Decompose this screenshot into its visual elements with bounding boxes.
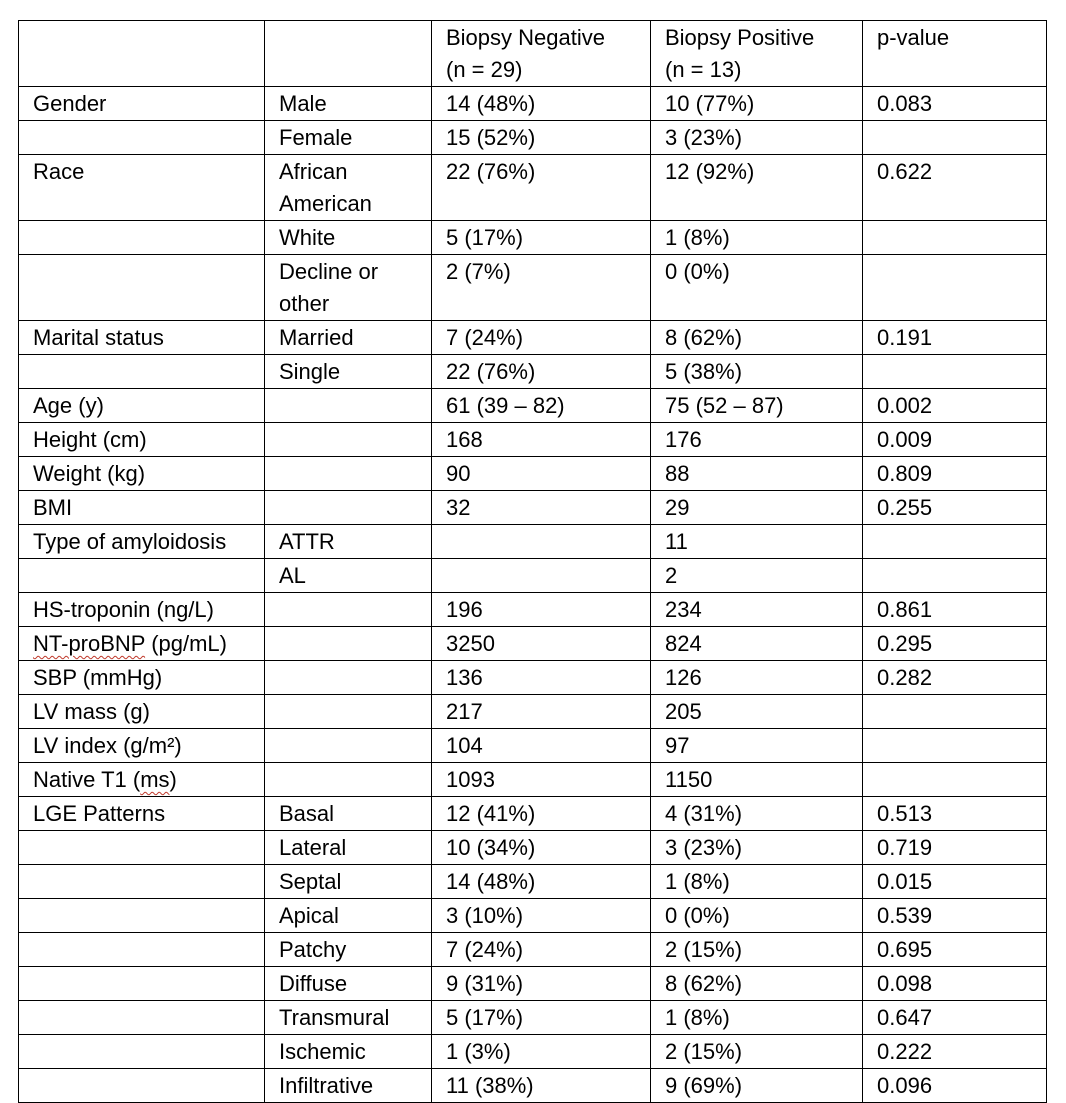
biopsy-negative-cell: 15 (52%) [432, 121, 651, 155]
subcategory-cell: Septal [265, 865, 432, 899]
category-cell: NT-proBNP (pg/mL) [19, 627, 265, 661]
biopsy-negative-cell: 3250 [432, 627, 651, 661]
category-cell: Type of amyloidosis [19, 525, 265, 559]
p-value-cell [863, 695, 1047, 729]
biopsy-negative-cell: 7 (24%) [432, 321, 651, 355]
biopsy-positive-cell: 12 (92%) [651, 155, 863, 221]
category-cell: LV index (g/m²) [19, 729, 265, 763]
category-cell: BMI [19, 491, 265, 525]
biopsy-positive-cell: 2 (15%) [651, 933, 863, 967]
p-value-cell: 0.513 [863, 797, 1047, 831]
biopsy-negative-cell: 3 (10%) [432, 899, 651, 933]
table-row [19, 221, 1047, 255]
table-body [19, 87, 1047, 1103]
table-row [19, 389, 1047, 423]
table-row [19, 763, 1047, 797]
biopsy-positive-cell: 1 (8%) [651, 1001, 863, 1035]
subcategory-cell: African American [265, 155, 432, 221]
subcategory-cell: Ischemic [265, 1035, 432, 1069]
subcategory-cell [265, 729, 432, 763]
category-cell [19, 1001, 265, 1035]
table-row [19, 661, 1047, 695]
biopsy-positive-cell: 234 [651, 593, 863, 627]
p-value-cell: 0.539 [863, 899, 1047, 933]
p-value-cell: 0.222 [863, 1035, 1047, 1069]
subcategory-cell: Infiltrative [265, 1069, 432, 1103]
table-row [19, 355, 1047, 389]
biopsy-negative-cell [432, 559, 651, 593]
category-cell: Age (y) [19, 389, 265, 423]
biopsy-negative-cell: 22 (76%) [432, 155, 651, 221]
biopsy-negative-cell: 12 (41%) [432, 797, 651, 831]
subcategory-cell [265, 491, 432, 525]
subcategory-cell [265, 389, 432, 423]
table-row [19, 593, 1047, 627]
p-value-cell [863, 729, 1047, 763]
biopsy-negative-cell: 2 (7%) [432, 255, 651, 321]
biopsy-positive-cell: 1 (8%) [651, 865, 863, 899]
biopsy-negative-cell: 14 (48%) [432, 865, 651, 899]
p-value-cell: 0.695 [863, 933, 1047, 967]
subcategory-cell [265, 763, 432, 797]
biopsy-negative-cell: 90 [432, 457, 651, 491]
table-row [19, 831, 1047, 865]
subcategory-cell [265, 627, 432, 661]
subcategory-cell [265, 593, 432, 627]
biopsy-negative-cell: 1 (3%) [432, 1035, 651, 1069]
biopsy-negative-cell: 32 [432, 491, 651, 525]
p-value-cell: 0.191 [863, 321, 1047, 355]
p-value-cell: 0.015 [863, 865, 1047, 899]
biopsy-negative-cell: 61 (39 – 82) [432, 389, 651, 423]
biopsy-positive-cell: 97 [651, 729, 863, 763]
biopsy-positive-cell: 0 (0%) [651, 899, 863, 933]
header-biopsy-positive-label: Biopsy Positive [665, 25, 815, 50]
biopsy-positive-cell: 75 (52 – 87) [651, 389, 863, 423]
biopsy-positive-cell: 176 [651, 423, 863, 457]
biopsy-negative-cell: 136 [432, 661, 651, 695]
header-biopsy-positive-n: (n = 13) [665, 57, 742, 82]
biopsy-negative-cell: 168 [432, 423, 651, 457]
category-cell [19, 899, 265, 933]
subcategory-cell [265, 423, 432, 457]
p-value-cell: 0.647 [863, 1001, 1047, 1035]
subcategory-cell: Single [265, 355, 432, 389]
p-value-cell: 0.083 [863, 87, 1047, 121]
biopsy-positive-cell: 8 (62%) [651, 321, 863, 355]
biopsy-positive-cell: 8 (62%) [651, 967, 863, 1001]
category-cell [19, 121, 265, 155]
biopsy-positive-cell: 205 [651, 695, 863, 729]
biopsy-negative-cell: 104 [432, 729, 651, 763]
biopsy-negative-cell: 11 (38%) [432, 1069, 651, 1103]
category-cell: HS-troponin (ng/L) [19, 593, 265, 627]
category-cell [19, 967, 265, 1001]
header-biopsy-negative-n: (n = 29) [446, 57, 523, 82]
category-cell: Gender [19, 87, 265, 121]
header-cell-subcategory [265, 21, 432, 87]
p-value-cell: 0.282 [863, 661, 1047, 695]
category-cell: Native T1 (ms) [19, 763, 265, 797]
p-value-cell [863, 763, 1047, 797]
table-row [19, 121, 1047, 155]
category-cell: SBP (mmHg) [19, 661, 265, 695]
category-cell: Marital status [19, 321, 265, 355]
subcategory-cell [265, 661, 432, 695]
table-row [19, 933, 1047, 967]
category-cell [19, 255, 265, 321]
table-row [19, 525, 1047, 559]
biopsy-positive-cell: 4 (31%) [651, 797, 863, 831]
category-cell [19, 865, 265, 899]
biopsy-positive-cell: 126 [651, 661, 863, 695]
category-cell [19, 221, 265, 255]
p-value-cell: 0.002 [863, 389, 1047, 423]
p-value-cell: 0.009 [863, 423, 1047, 457]
table-row [19, 155, 1047, 221]
biopsy-positive-cell: 5 (38%) [651, 355, 863, 389]
subcategory-cell: Female [265, 121, 432, 155]
category-cell: LGE Patterns [19, 797, 265, 831]
category-cell [19, 933, 265, 967]
category-cell [19, 831, 265, 865]
subcategory-cell: Patchy [265, 933, 432, 967]
spellcheck-underline: NT-proBNP [33, 631, 146, 656]
subcategory-cell: Diffuse [265, 967, 432, 1001]
characteristics-table [18, 20, 1047, 1103]
p-value-cell: 0.622 [863, 155, 1047, 221]
header-cell-category [19, 21, 265, 87]
biopsy-negative-cell: 14 (48%) [432, 87, 651, 121]
header-biopsy-negative-label: Biopsy Negative [446, 25, 605, 50]
table-row [19, 1069, 1047, 1103]
table-row [19, 559, 1047, 593]
biopsy-positive-cell: 2 [651, 559, 863, 593]
p-value-cell: 0.861 [863, 593, 1047, 627]
subcategory-cell [265, 457, 432, 491]
category-cell: Weight (kg) [19, 457, 265, 491]
subcategory-cell: Transmural [265, 1001, 432, 1035]
subcategory-cell: Apical [265, 899, 432, 933]
biopsy-positive-cell: 11 [651, 525, 863, 559]
spellcheck-underline: ms [140, 767, 170, 792]
p-value-cell: 0.255 [863, 491, 1047, 525]
p-value-cell [863, 355, 1047, 389]
table-row [19, 967, 1047, 1001]
category-cell: LV mass (g) [19, 695, 265, 729]
table-row [19, 797, 1047, 831]
category-cell [19, 1035, 265, 1069]
biopsy-negative-cell [432, 525, 651, 559]
biopsy-positive-cell: 9 (69%) [651, 1069, 863, 1103]
biopsy-negative-cell: 22 (76%) [432, 355, 651, 389]
p-value-cell: 0.096 [863, 1069, 1047, 1103]
biopsy-positive-cell: 2 (15%) [651, 1035, 863, 1069]
table-row [19, 321, 1047, 355]
subcategory-cell: Basal [265, 797, 432, 831]
biopsy-positive-cell: 1 (8%) [651, 221, 863, 255]
table-row [19, 1001, 1047, 1035]
table-row [19, 865, 1047, 899]
table-row [19, 1035, 1047, 1069]
biopsy-positive-cell: 824 [651, 627, 863, 661]
biopsy-negative-cell: 1093 [432, 763, 651, 797]
biopsy-positive-cell: 10 (77%) [651, 87, 863, 121]
biopsy-negative-cell: 7 (24%) [432, 933, 651, 967]
subcategory-cell: Male [265, 87, 432, 121]
p-value-cell [863, 121, 1047, 155]
biopsy-positive-cell: 88 [651, 457, 863, 491]
header-row [19, 21, 1047, 87]
table-row [19, 695, 1047, 729]
biopsy-negative-cell: 196 [432, 593, 651, 627]
category-cell: Race [19, 155, 265, 221]
table-row [19, 729, 1047, 763]
table-row [19, 87, 1047, 121]
table-row [19, 899, 1047, 933]
subcategory-cell: AL [265, 559, 432, 593]
p-value-cell [863, 221, 1047, 255]
biopsy-negative-cell: 5 (17%) [432, 221, 651, 255]
table-row [19, 457, 1047, 491]
biopsy-positive-cell: 3 (23%) [651, 121, 863, 155]
p-value-cell: 0.098 [863, 967, 1047, 1001]
biopsy-positive-cell: 1150 [651, 763, 863, 797]
category-cell: Height (cm) [19, 423, 265, 457]
subcategory-cell [265, 695, 432, 729]
biopsy-positive-cell: 29 [651, 491, 863, 525]
table-row [19, 255, 1047, 321]
p-value-cell: 0.809 [863, 457, 1047, 491]
biopsy-negative-cell: 217 [432, 695, 651, 729]
subcategory-cell: Lateral [265, 831, 432, 865]
p-value-cell: 0.719 [863, 831, 1047, 865]
biopsy-positive-cell: 0 (0%) [651, 255, 863, 321]
header-cell-p-value: p-value [863, 21, 1047, 87]
p-value-cell [863, 255, 1047, 321]
category-cell [19, 559, 265, 593]
p-value-cell [863, 559, 1047, 593]
table-row [19, 423, 1047, 457]
header-cell-biopsy-positive [651, 21, 863, 87]
category-cell [19, 1069, 265, 1103]
biopsy-negative-cell: 5 (17%) [432, 1001, 651, 1035]
table-row [19, 491, 1047, 525]
p-value-cell: 0.295 [863, 627, 1047, 661]
subcategory-cell: Decline or other [265, 255, 432, 321]
biopsy-negative-cell: 9 (31%) [432, 967, 651, 1001]
biopsy-negative-cell: 10 (34%) [432, 831, 651, 865]
biopsy-positive-cell: 3 (23%) [651, 831, 863, 865]
table-row [19, 627, 1047, 661]
subcategory-cell: ATTR [265, 525, 432, 559]
category-cell [19, 355, 265, 389]
subcategory-cell: White [265, 221, 432, 255]
subcategory-cell: Married [265, 321, 432, 355]
header-cell-biopsy-negative [432, 21, 651, 87]
p-value-cell [863, 525, 1047, 559]
